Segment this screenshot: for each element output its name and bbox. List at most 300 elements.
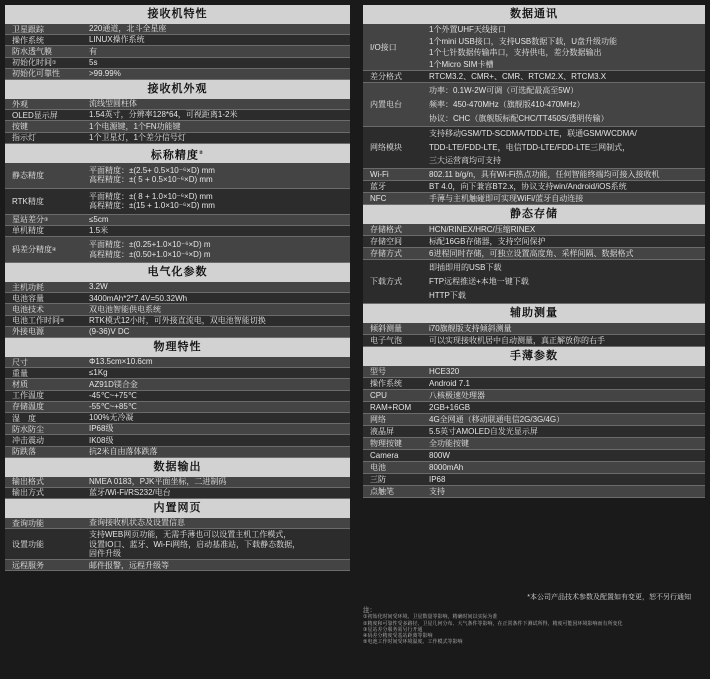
spec-value [85,488,350,498]
spec-row [363,127,705,169]
spec-label [5,488,85,498]
spec-value-line: 蓝牙/Wi-Fi/RS232/电台 [89,488,171,498]
spec-value-line: IP68 [429,474,446,484]
spec-section [5,338,350,458]
spec-row [5,424,350,435]
spec-value [85,215,350,225]
spec-label-text: NFC [370,194,387,203]
spec-row [363,390,705,402]
spec-value-line: RTCM3.2、CMR+、CMR、RTCM2.X、RTCM3.X [429,71,607,81]
note-line: ①初始化时间受环境、卫星数量等影响，精确时间以实际为准 [363,614,498,621]
spec-label [5,379,85,389]
spec-value-line: 8000mAh [429,462,464,472]
spec-value [85,413,350,423]
spec-row [363,181,705,193]
spec-label-text: OLED显示屏 [12,110,58,120]
spec-value-line: 100%无冷凝 [89,413,134,423]
spec-value-line: TDD-LTE/FDD-LTE，电信TDD-LTE/FDD-LTE三网制式， [429,142,631,152]
spec-label [5,35,85,45]
spec-value [85,58,350,68]
spec-label-text: 远程服务 [12,560,44,570]
spec-label-text: I/O接口 [370,42,397,52]
spec-value [85,391,350,401]
spec-label [363,260,425,303]
spec-label [5,435,85,445]
spec-row [363,169,705,181]
spec-value [85,316,350,326]
spec-value-line: 即插即用的USB下载 [429,262,502,272]
spec-label [5,327,85,337]
spec-label-text: 湿 度 [12,413,36,423]
spec-value [425,438,705,449]
spec-label [363,181,425,192]
spec-value-line: 4G全网通（移动联通电信2G/3G/4G） [429,414,565,424]
spec-label-text: 存储格式 [370,225,402,234]
spec-value-line: 高程精度：±(0.50+1.0×10⁻⁶×D) m [89,249,211,259]
spec-label-text: 存储温度 [12,402,44,412]
spec-label-text: 蓝牙 [370,182,386,191]
spec-label-text: 电池技术 [12,305,44,315]
spec-label-text: 查询功能 [12,518,44,528]
spec-label-text: 防水防尘 [12,424,44,434]
spec-value-line: 1个外置UHF天线接口 [429,25,506,34]
spec-row [363,486,705,498]
footer [363,592,705,646]
spec-row [5,391,350,402]
spec-row [5,560,350,571]
section-title-text: 数据输出 [153,460,202,473]
section-title-text: 接收机特性 [147,8,208,20]
spec-label-text: 单机精度 [12,226,44,236]
section-title [5,263,350,282]
spec-value-line: 双电池智能供电系统 [89,304,161,314]
spec-value-line: 八核极速处理器 [429,390,485,400]
spec-row [5,121,350,132]
spec-value-line: 高程精度：±( 5 + 0.5×10⁻⁶×D) mm [89,175,213,185]
spec-label [363,426,425,437]
spec-row [5,282,350,293]
spec-label-text: 网络 [370,415,386,424]
note-line: ⑤电池工作时间受环境温度、工作模式等影响 [363,639,463,646]
spec-value-line: ≤5cm [89,214,109,224]
spec-value [425,426,705,437]
section-title [5,5,350,24]
spec-label [5,316,85,326]
spec-label [363,323,425,334]
spec-value [425,83,705,126]
spec-label-text: 点触笔 [370,487,394,496]
spec-row [5,58,350,69]
spec-value [85,69,350,79]
spec-value [85,163,350,188]
spec-value-line: FTP远程推送+本地一键下载 [429,276,529,286]
spec-value-line: 设置IO口、蓝牙、Wi-Fi网络，启动基准站，下载静态数据， [89,539,301,549]
spec-value-line: ≤1Kg [89,368,108,378]
spec-value [425,335,705,346]
spec-label [5,293,85,303]
spec-value-line: 1个Micro SIM卡槽 [429,59,494,69]
spec-value-line: 手薄与主机触碰即可实现WiFi/蓝牙自动连接 [429,193,584,203]
spec-value [85,379,350,389]
spec-label-text: 存储方式 [370,249,402,258]
spec-row [5,477,350,488]
spec-value-line: IK08级 [89,435,114,445]
spec-value-line: 3.2W [89,282,108,292]
section-title-text: 静态存储 [510,208,558,220]
spec-section [5,263,350,338]
spec-value-line: LINUX操作系统 [89,35,145,45]
spec-value-line: 1.5米 [89,226,109,236]
spec-row [5,226,350,237]
spec-value-line: 高程精度：±(15 + 1.0×10⁻⁶×D) mm [89,201,215,211]
spec-value-line: 3400mAh*2*7.4V=50.32Wh [89,293,188,303]
spec-section [363,347,705,498]
spec-value-line: 802.11 b/g/n，具有Wi-Fi热点功能，任何智能终端均可接入接收机 [429,169,660,179]
spec-value-line: 流线型圆柱体 [89,99,137,109]
section-title [5,144,350,163]
spec-label [363,438,425,449]
spec-label [363,366,425,377]
spec-label [5,518,85,528]
spec-label-text: 操作系统 [12,35,44,45]
spec-value-line: 抗2米自由落体跌落 [89,446,158,456]
section-title [363,5,705,24]
spec-value-line: BT 4.0，向下兼容BT2.x，协议支持win/Android/iOS系统 [429,181,627,191]
spec-label-text: RTK精度 [12,196,44,206]
spec-row [5,529,350,560]
spec-row [363,414,705,426]
spec-label-text: 型号 [370,367,386,376]
spec-row [5,357,350,368]
footnote-marker: ① [52,59,57,66]
spec-value-line: 平面精度：±(2.5+ 0.5×10⁻⁶×D) mm [89,165,215,175]
spec-value [425,127,705,168]
spec-section [5,458,350,499]
spec-value [85,24,350,34]
spec-row [363,71,705,83]
section-title-text: 物理特性 [153,341,202,353]
spec-row [5,35,350,46]
spec-value [425,486,705,497]
spec-value-line: 支持WEB网页功能，无需手薄也可以设置主机工作模式， [89,530,292,540]
spec-value [85,447,350,457]
spec-label-text: 电池容量 [12,293,44,303]
spec-label [5,402,85,412]
right-column [363,5,705,498]
spec-value-line: 5.5英寸AMOLED自发光显示屏 [429,426,538,436]
spec-label [5,282,85,292]
spec-label [363,402,425,413]
spec-value [85,560,350,570]
spec-label [363,414,425,425]
spec-value [425,248,705,259]
spec-label [5,413,85,423]
spec-label [363,390,425,401]
spec-value-line: 频率：450-470MHz（旗舰版410-470MHz） [429,99,585,109]
spec-value [425,236,705,247]
spec-section [5,5,350,80]
notes-block [363,608,705,646]
spec-value [425,323,705,334]
spec-row [363,450,705,462]
spec-value-line: NMEA 0183，PJK平面坐标，二进制码 [89,476,227,486]
spec-value [85,518,350,528]
spec-row [5,435,350,446]
spec-section [5,144,350,263]
spec-label-text: 星站差分 [12,215,44,225]
spec-value [85,237,350,262]
spec-value-line: 有 [89,46,97,56]
spec-value-line: 查询接收机状态及设置信息 [89,518,185,528]
spec-label-text: 输出方式 [12,488,44,498]
spec-value-line: (9-36)V DC [89,327,130,337]
spec-value [85,529,350,559]
footnote-marker: ② [198,149,205,156]
spec-row [5,163,350,189]
spec-label-text: 电子气泡 [370,336,402,345]
spec-label-text: 按键 [12,121,28,131]
note-line: ③星站差分服务需另行开通 [363,626,423,633]
spec-label [5,46,85,56]
spec-label [5,58,85,68]
spec-label [363,486,425,497]
spec-row [5,46,350,57]
spec-row [5,316,350,327]
spec-label [5,133,85,143]
spec-label [363,450,425,461]
spec-row [363,323,705,335]
spec-value-line: HTTP下载 [429,290,466,300]
section-title-text: 电气化参数 [147,266,208,279]
spec-row [5,327,350,338]
spec-value-line: -55℃~+85℃ [89,402,137,412]
spec-label-text: 液晶屏 [370,427,394,436]
spec-value [425,390,705,401]
spec-value-line: 支持移动GSM/TD-SCDMA/TDD-LTE，联通GSM/WCDMA/ [429,129,637,139]
spec-section [363,5,705,205]
spec-value-line: 5s [89,57,98,67]
section-title [5,338,350,357]
spec-label [363,71,425,82]
spec-value [85,35,350,45]
spec-label-text: 初始化可靠性 [12,69,60,79]
spec-row [5,237,350,263]
spec-value [85,121,350,131]
spec-label-text: 工作温度 [12,391,44,401]
spec-row [363,474,705,486]
section-title [363,347,705,366]
notes-title: 注： [363,607,376,614]
spec-value-line: Android 7.1 [429,378,470,388]
spec-value-line: 1.54英寸，分辨率128*64，可视距离1-2米 [89,110,238,120]
spec-label [5,215,85,225]
spec-label [363,169,425,180]
spec-label [5,424,85,434]
spec-label-text: 物理按键 [370,439,402,448]
section-title-text: 手薄参数 [510,350,558,362]
spec-row [5,99,350,110]
spec-label-text: 卫星跟踪 [12,24,44,34]
spec-row [5,304,350,315]
spec-value-line: AZ91D镁合金 [89,379,138,389]
spec-label-text: 初始化时间 [12,58,52,68]
spec-label-text: 下载方式 [370,277,402,286]
spec-value-line: 1个mini USB接口，支持USB数据下载，U盘升级功能 [429,36,618,46]
spec-section [363,304,705,347]
spec-value [425,71,705,82]
spec-value [425,402,705,413]
spec-value [425,260,705,303]
spec-value [85,304,350,314]
spec-value-line: i70旗舰版支持倾斜测量 [429,323,512,333]
spec-value-line: 功率：0.1W-2W可调（可选配最高至5W） [429,85,579,95]
spec-row [5,133,350,144]
spec-label-text: RAM+ROM [370,403,412,412]
spec-row [5,69,350,80]
spec-label [5,529,85,559]
spec-value-line: 1个卫星灯，1个差分信号灯 [89,132,186,142]
spec-row [5,518,350,529]
spec-value [85,99,350,109]
spec-label-text: 防跌落 [12,447,36,457]
spec-row [5,488,350,499]
spec-label-text: 设置功能 [12,539,44,549]
spec-label [5,163,85,188]
spec-row [5,189,350,215]
spec-label-text: 防水透气膜 [12,46,52,56]
spec-label-text: 主机功耗 [12,282,44,292]
spec-label [5,121,85,131]
spec-value [425,169,705,180]
spec-label-text: 网络模块 [370,143,402,152]
spec-value [85,282,350,292]
note-line: ④码差分精度受基站距离等影响 [363,633,433,640]
spec-value [85,357,350,367]
footnote-marker: ③ [44,216,49,223]
spec-label [5,237,85,262]
spec-label [5,391,85,401]
spec-value-line: 800W [429,450,450,460]
spec-value [85,226,350,236]
spec-value [425,450,705,461]
spec-label [5,189,85,214]
spec-label [363,83,425,126]
spec-label-text: 冲击震动 [12,435,44,445]
spec-row [363,335,705,347]
spec-section [363,205,705,304]
spec-row [5,215,350,226]
spec-label-text: 外接电源 [12,327,44,337]
spec-label [363,462,425,473]
spec-label-text: CPU [370,391,387,400]
spec-row [363,248,705,260]
spec-label [5,226,85,236]
spec-value [425,378,705,389]
section-title [5,499,350,518]
spec-value [85,110,350,120]
spec-row [363,193,705,205]
spec-label-text: 指示灯 [12,133,36,143]
spec-value-line: IP68级 [89,424,114,434]
spec-label-text: 倾斜测量 [370,324,402,333]
spec-label [363,248,425,259]
spec-row [5,402,350,413]
spec-label [5,24,85,34]
spec-label-text: 尺寸 [12,357,28,367]
spec-label-text: 重量 [12,368,28,378]
section-title [363,304,705,323]
spec-value [85,46,350,56]
spec-label-text: 材质 [12,379,28,389]
spec-row [363,366,705,378]
spec-value [85,189,350,214]
disclaimer-text: *本公司产品技术参数及配置如有变更，恕不另行通知 [527,594,691,601]
spec-row [5,24,350,35]
spec-row [5,379,350,390]
spec-value [425,224,705,235]
spec-label-text: 三防 [370,475,386,484]
spec-row [363,236,705,248]
spec-label [363,127,425,168]
spec-value-line: 1个电源键，1个FN功能键 [89,121,181,131]
spec-row [363,378,705,390]
spec-row [363,462,705,474]
spec-row [5,293,350,304]
spec-row [363,24,705,71]
spec-value [85,424,350,434]
spec-value [425,181,705,192]
spec-label-text: 码差分精度 [12,245,52,255]
spec-label [5,69,85,79]
spec-value-line: -45℃~+75℃ [89,390,137,400]
spec-value-line: >99.99% [89,69,121,79]
spec-value [425,24,705,70]
spec-value-line: Φ13.5cm×10.6cm [89,357,153,367]
spec-label [363,236,425,247]
spec-value-line: 1个七针数据传输串口，支持供电，差分数据输出 [429,48,602,57]
spec-label [5,560,85,570]
spec-label [5,110,85,120]
section-title-text: 标称精度 [150,149,199,162]
spec-label [5,304,85,314]
spec-label-text: 电池 [370,463,386,472]
spec-label-text: 差分格式 [370,72,402,81]
spec-label [363,193,425,204]
spec-value-line: 220通道，北斗全星座 [89,24,167,34]
spec-value [425,474,705,485]
spec-label-text: 电池工作时间 [12,316,60,326]
spec-value-line: 协议：CHC（旗舰版标配CHC/TT450S/透明传输） [429,113,609,123]
spec-value [425,462,705,473]
spec-label [5,477,85,487]
section-title-text: 接收机外观 [147,82,208,95]
section-title-text: 数据通讯 [510,8,558,20]
spec-label [363,24,425,70]
spec-label-text: Wi-Fi [370,170,389,179]
spec-label-text: 内置电台 [370,100,402,109]
section-title [5,80,350,99]
spec-row [5,368,350,379]
spec-value-line: 标配16GB存储器，支持空间保护 [429,236,546,246]
spec-value [85,133,350,143]
spec-row [363,224,705,236]
spec-value-line: 6进程同时存储，可独立设置高度角、采样间隔、数据格式 [429,248,634,258]
spec-label-text: 外观 [12,99,28,109]
spec-label [363,335,425,346]
spec-value-line: RTK模式12小时，可外接直流电，双电池智能切换 [89,315,266,325]
spec-row [363,83,705,127]
spec-value [425,366,705,377]
